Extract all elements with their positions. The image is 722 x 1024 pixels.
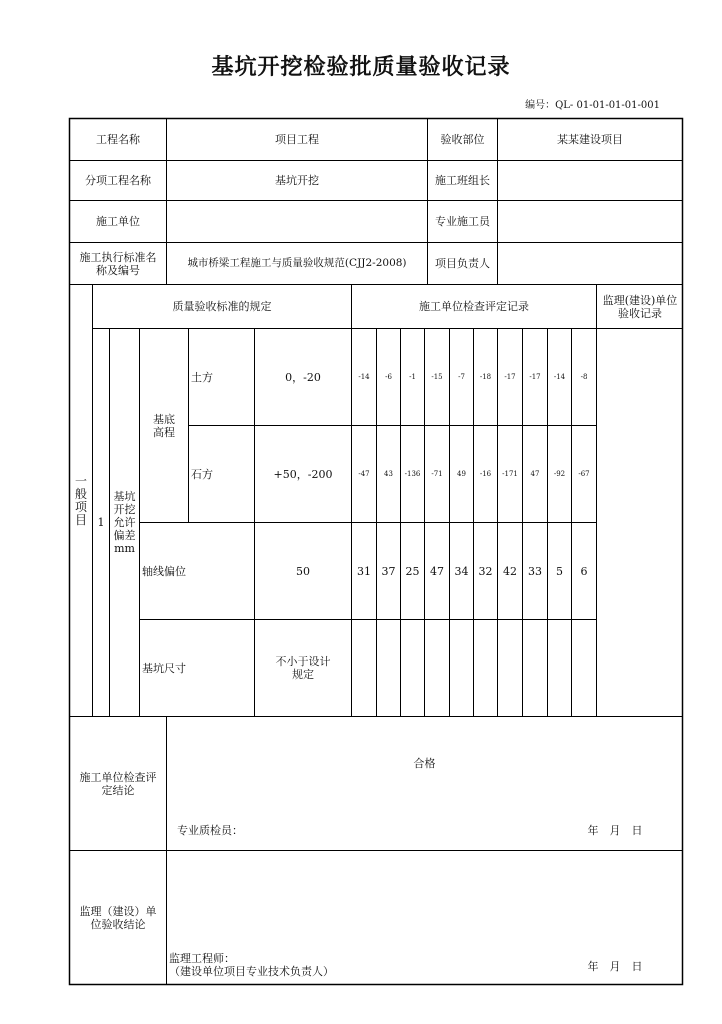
data-cell: 49 [457,469,466,478]
row-axis-standard: 50 [296,564,310,578]
quality-standard-header: 质量验收标准的规定 [172,300,272,313]
row-rock-name: 石方 [191,467,213,481]
data-cell: -16 [479,469,492,478]
data-cell: 31 [357,564,371,578]
data-cell: -1 [409,372,416,381]
row-earth-name: 土方 [191,370,213,384]
standard-value: 城市桥梁工程施工与质量验收规范(CJJ2-2008) [187,257,407,269]
supervising-engineer-note: （建设单位项目专业技术负责人） [169,964,334,978]
data-cell: 33 [528,564,542,578]
data-cell: 43 [384,469,393,478]
project-name-label: 工程名称 [96,133,140,146]
conclusion-result: 合格 [413,756,436,770]
data-cell: 42 [503,564,517,578]
data-cell: -71 [431,469,443,478]
row-pit-size-name: 基坑尺寸 [142,661,186,675]
contractor-conclusion-label: 施工单位检查评定结论 [79,770,157,797]
data-cell: -15 [431,372,443,381]
supervising-engineer-label: 监理工程师： [169,951,235,965]
data-cell: -171 [502,469,518,478]
supervisor-record-header: 监理(建设)单位验收记录 [602,293,678,320]
item-name: 基坑开挖允许偏差mm [113,490,136,555]
row-rock-standard: +50，-200 [273,467,333,481]
data-cell: 47 [530,469,540,478]
data-cell: -14 [553,372,566,381]
supervisor-conclusion-label: 监理（建设）单位验收结论 [79,904,157,931]
data-cell: -17 [529,372,541,381]
sub-project-value: 基坑开挖 [275,174,319,187]
data-cell: -17 [504,372,516,381]
conclusion-date-2: 年 月 日 [587,959,643,973]
base-elevation-label: 基底高程 [153,412,175,439]
data-cell: 34 [454,564,469,578]
data-cell: 37 [381,564,396,578]
item-number: 1 [97,516,105,529]
data-cell: -8 [580,372,588,381]
team-leader-label: 施工班组长 [435,174,490,187]
data-cell: -14 [358,372,370,381]
data-cell: -6 [385,372,392,381]
general-item-label: 一般项目 [75,473,88,527]
project-name-value: 项目工程 [275,133,319,146]
acceptance-part-label: 验收部位 [440,133,485,146]
row-earth-standard: 0，-20 [285,370,321,384]
project-lead-value [498,243,682,284]
data-cell: -47 [358,469,370,478]
data-cell: 32 [478,564,493,578]
standard-label: 施工执行标准名称及编号 [79,250,157,277]
data-cell: -18 [479,372,492,381]
conclusion-date-1: 年 月 日 [587,823,643,837]
data-cell: -67 [578,469,590,478]
data-cell: -7 [458,372,465,381]
quality-inspector-label: 专业质检员： [177,823,243,837]
sub-project-label: 分项工程名称 [85,174,151,187]
contractor-label: 施工单位 [96,215,140,228]
row-axis-name: 轴线偏位 [142,564,186,578]
data-cell: 5 [556,564,563,578]
data-cell: -92 [553,469,566,478]
data-cell: 47 [430,564,444,578]
contractor-value [167,201,427,242]
team-leader-value [498,161,682,200]
acceptance-part-value: 某某建设项目 [557,133,623,146]
project-lead-label: 项目负责人 [435,257,490,270]
page-title: 基坑开挖检验批质量验收记录 [211,55,511,80]
specialist-label: 专业施工员 [435,215,490,228]
data-cell: 25 [405,564,420,578]
check-record-header: 施工单位检查评定记录 [419,300,529,313]
row-pit-size-standard: 不小于设计规定 [275,655,331,681]
data-cell: -136 [404,469,421,478]
document-number: 编号：QL- 01-01-01-01-001 [525,100,660,111]
data-cell: 6 [580,564,588,578]
specialist-value [498,201,682,242]
